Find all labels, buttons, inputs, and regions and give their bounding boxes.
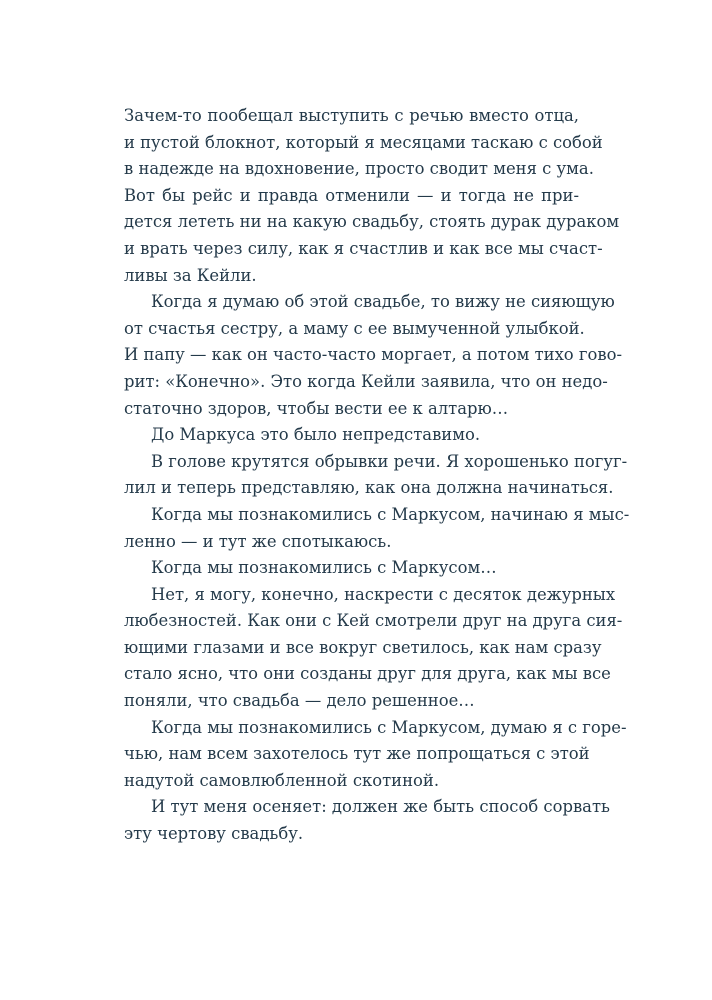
text-line: До Маркуса это было непредставимо.	[151, 425, 481, 445]
text-line: лил и теперь представляю, как она должна начинаться.	[124, 478, 614, 498]
text-line: и пустой блокнот, который я месяцами таскаю с собой	[124, 132, 603, 152]
paragraph	[124, 502, 630, 555]
text-line: Когда мы познакомились с Маркусом, думаю я с горе-	[151, 717, 627, 737]
paragraph	[124, 715, 627, 795]
paragraph	[124, 103, 620, 289]
paragraph	[124, 582, 623, 715]
text-line: любезностей. Как они с Кей смотрели друг на друга сия-	[124, 611, 623, 631]
text-line: Когда мы познакомились с Маркусом, начинаю я мыс-	[151, 504, 630, 524]
text-line: чью, нам всем захотелось тут же попрощаться с этой	[124, 744, 590, 764]
text-line: Нет, я могу, конечно, наскрести с десяток дежурных	[151, 584, 616, 604]
text-line: Зачем-то пообещал выступить с речью вместо отца,	[124, 106, 579, 125]
text-line: ливы за Кейли.	[124, 265, 257, 285]
text-line: эту чертову свадьбу.	[124, 824, 304, 844]
text-line: В голове крутятся обрывки речи. Я хорошенько погуг-	[151, 451, 628, 471]
text-line: статочно здоров, чтобы вести ее к алтарю…	[124, 398, 509, 418]
paragraph	[124, 449, 628, 502]
paragraph	[124, 422, 579, 449]
text-line: И папу — как он часто-часто моргает, а потом тихо гово-	[124, 345, 622, 365]
text-line: поняли, что свадьба — дело решенное…	[124, 691, 475, 711]
text-line: И тут меня осеняет: должен же быть способ сорвать	[151, 797, 610, 817]
text-line: ющими глазами и все вокруг светилось, как нам сразу	[124, 637, 602, 657]
paragraph	[124, 289, 622, 422]
text-line: от счастья сестру, а маму с ее вымученной улыбкой.	[124, 318, 585, 338]
text-line: Вот бы рейс и правда отменили — и тогда не при-	[124, 185, 579, 205]
text-line: в надежде на вдохновение, просто сводит меня с ума.	[124, 159, 594, 179]
paragraph	[124, 555, 579, 582]
text-line: ленно — и тут же спотыкаюсь.	[124, 531, 392, 551]
text-line: надутой самовлюбленной скотиной.	[124, 770, 440, 790]
text-line: стало ясно, что они созданы друг для друга, как мы все	[124, 664, 611, 684]
page-body-text	[124, 103, 630, 848]
text-line: Когда я думаю об этой свадьбе, то вижу не сияющую	[151, 292, 615, 312]
text-line: дется лететь ни на какую свадьбу, стоять дурак дураком	[124, 212, 620, 232]
text-line: рит: «Конечно». Это когда Кейли заявила, что он недо-	[124, 371, 608, 391]
paragraph	[124, 794, 610, 847]
text-line: Когда мы познакомились с Маркусом…	[151, 558, 497, 578]
text-line: и врать через силу, как я счастлив и как все мы счаст-	[124, 238, 603, 258]
